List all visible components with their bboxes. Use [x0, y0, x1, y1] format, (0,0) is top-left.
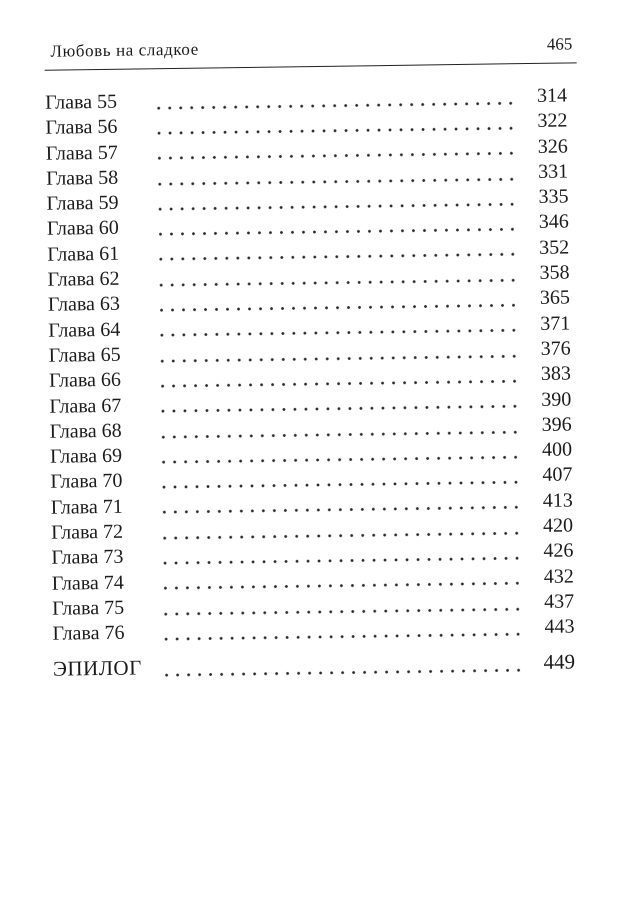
toc-entry-label: Глава 60	[46, 217, 120, 241]
toc-entry-page: 376	[540, 337, 571, 360]
toc-entry-page: 390	[541, 388, 572, 411]
dot-leader	[160, 581, 520, 590]
dot-leader	[157, 379, 517, 388]
dot-leader	[158, 430, 518, 439]
toc-entry-label: Глава 57	[45, 141, 118, 165]
dot-leader	[155, 227, 515, 236]
toc-entry-page: 400	[541, 438, 573, 462]
toc-entry-page: 326	[537, 135, 568, 158]
dot-leader	[154, 126, 514, 135]
dot-leader	[156, 329, 516, 338]
toc-entry-page: 413	[542, 489, 573, 512]
toc-entry-label: Глава 66	[48, 369, 122, 393]
toc-entry-page: 322	[537, 109, 568, 133]
toc-entry-page: 352	[539, 236, 570, 259]
toc-entry-label: Глава 61	[47, 242, 120, 266]
dot-leader	[158, 480, 518, 489]
toc-entry-page: 346	[538, 210, 569, 234]
toc-entry-page: 383	[540, 362, 572, 386]
dot-leader	[159, 506, 519, 515]
toc-entry-label: Глава 63	[47, 293, 121, 317]
toc-entry-label: Глава 58	[46, 166, 119, 190]
toc-entry-label: Глава 68	[49, 419, 122, 443]
toc-entry-page: 331	[537, 160, 569, 183]
toc-entry-label: Глава 75	[52, 596, 125, 620]
toc-entry-page: 443	[544, 615, 575, 639]
toc-entry-page: 365	[539, 286, 571, 310]
toc-entry-page: 437	[543, 590, 575, 613]
dot-leader	[155, 253, 515, 262]
toc-entry-label: Глава 67	[49, 394, 122, 418]
toc-entry-page: 396	[541, 413, 572, 436]
dot-leader	[156, 278, 516, 287]
toc-entry-page: 335	[538, 185, 569, 209]
toc-entry-label: Глава 73	[51, 546, 124, 570]
toc-entry-page: 449	[543, 648, 576, 674]
dot-leader	[160, 556, 520, 565]
running-head	[50, 34, 572, 65]
toc-entry-label: Глава 55	[44, 90, 118, 114]
table-of-contents	[45, 84, 575, 686]
book-title: Любовь на сладкое	[50, 39, 199, 61]
toc-entry-page: 432	[543, 565, 574, 588]
toc-entry-page: 371	[540, 312, 571, 335]
dot-leader	[155, 202, 515, 211]
dot-leader	[153, 101, 513, 110]
dot-leader	[161, 632, 521, 641]
toc-entry-page: 358	[539, 261, 570, 284]
toc-entry-label: Глава 70	[50, 470, 123, 494]
toc-entry-page: 426	[543, 539, 574, 563]
toc-entry-label: Глава 76	[52, 621, 125, 645]
toc-entry-page: 314	[536, 84, 568, 107]
toc-entry-label: Глава 74	[51, 571, 124, 595]
toc-entry-page: 407	[542, 463, 573, 487]
dot-leader	[154, 151, 514, 160]
toc-entry-label: Глава 69	[49, 444, 123, 468]
dot-leader	[157, 354, 517, 363]
page-number: 465	[546, 34, 573, 54]
dot-leader	[158, 455, 518, 464]
toc-entry-label: ЭПИЛОГ	[52, 655, 142, 681]
toc-entry-label: Глава 71	[50, 495, 123, 519]
toc-entry-page: 420	[542, 514, 574, 537]
dot-leader	[160, 607, 520, 616]
toc-entry-label: Глава 72	[50, 520, 124, 544]
toc-entry-label: Глава 62	[47, 267, 120, 291]
toc-entry-label: Глава 65	[48, 343, 121, 367]
toc-entry-epilogue	[53, 649, 575, 686]
dot-leader	[159, 531, 519, 540]
toc-entry-label: Глава 64	[48, 318, 121, 342]
toc-entry-label: Глава 59	[46, 191, 119, 215]
dot-leader	[157, 404, 517, 413]
dot-leader	[154, 177, 514, 186]
dot-leader	[161, 668, 521, 677]
toc-entry-label: Глава 56	[45, 116, 118, 140]
dot-leader	[156, 303, 516, 312]
